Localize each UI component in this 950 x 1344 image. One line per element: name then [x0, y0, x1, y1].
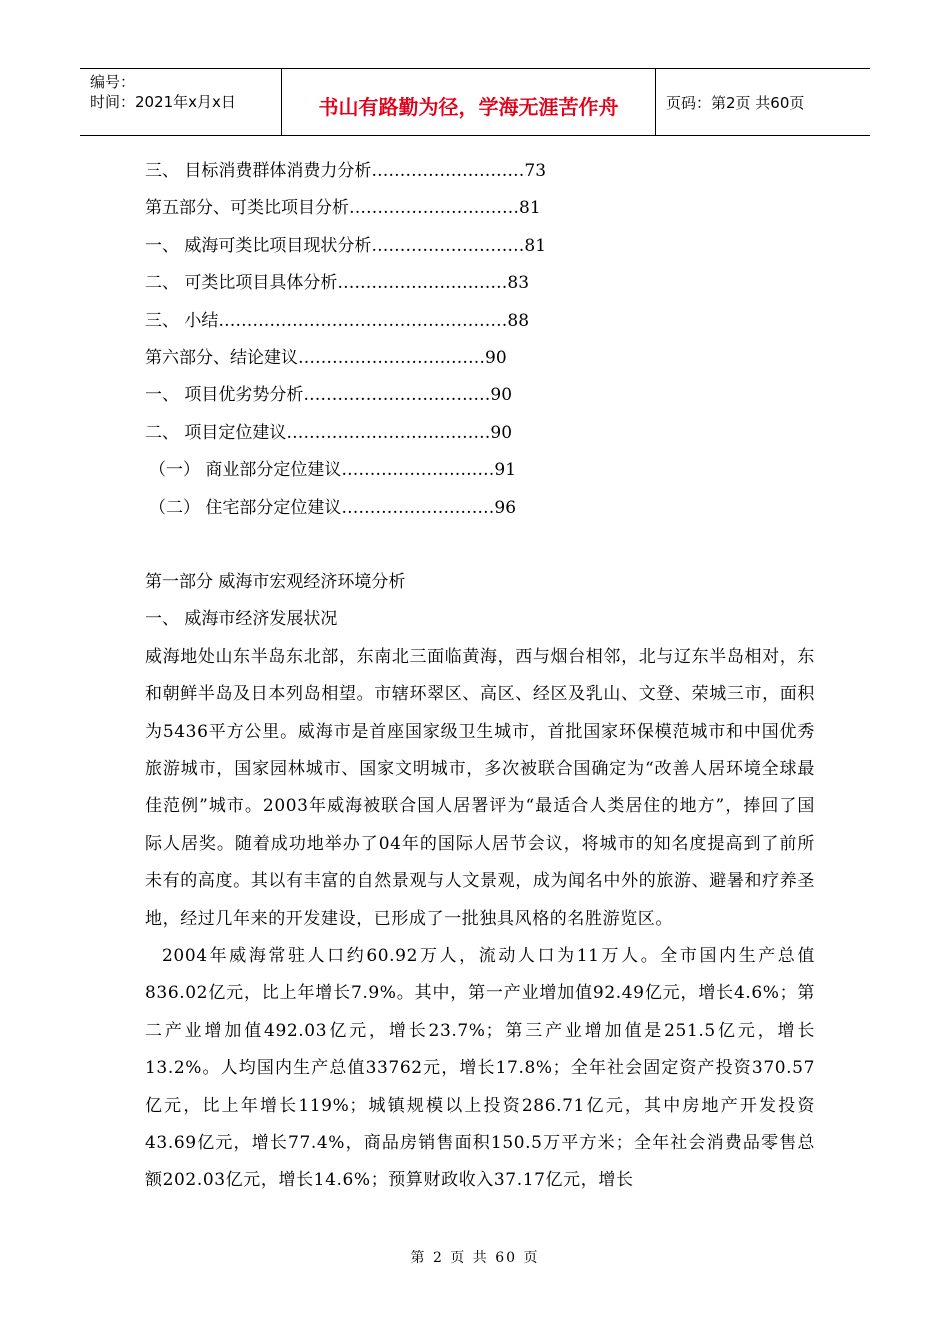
document-header — [80, 68, 870, 136]
toc-entry: （二） 住宅部分定位建议………………………96 — [149, 497, 517, 518]
part-title: 第一部分 威海市宏观经济环境分析 — [145, 571, 406, 592]
date-label: 时间：2021年x月x日 — [90, 93, 236, 111]
toc-entry: 三、 目标消费群体消费力分析………………………73 — [145, 161, 547, 181]
table-of-contents — [145, 153, 815, 527]
spacer — [145, 527, 815, 564]
subsection-title: 一、 威海市经济发展状况 — [145, 609, 338, 630]
toc-entry: 第五部分、可类比项目分析…………………………81 — [145, 198, 541, 219]
number-label: 编号： — [90, 73, 136, 91]
page-content — [145, 153, 815, 1200]
body-paragraph: 威海地处山东半岛东北部，东南北三面临黄海，西与烟台相邻，北与辽东半岛相对，东和朝鲜半岛及日本列岛相望。市辖环翠区、高区、经区及乳山、文登、荣城三市，面积为5436平方公里。威海市是首座国家级卫生城市，首批国家环保模范城市和中国优秀旅游城市，国家园林城市、国家文明城市，多次被联合国确定为“改善人居环境全球最佳范例”城市。2003年威海被联合国人居署评为“最适合人类居住的地方”，捧回了国际人居奖。随着成功地举办了04年的国际人居节会议，将城市的知名度提高到了前所未有的高度。其以有丰富的自然景观与人文景观，成为闻名中外的旅游、避暑和疗养圣地，经过几年来的开发建设，已形成了一批独具风格的名胜游览区。 — [145, 646, 815, 929]
toc-entry: 第六部分、结论建议……………………………90 — [145, 347, 507, 368]
toc-entry: 三、 小结……………………………………………88 — [145, 310, 530, 331]
body-paragraph: 2004年威海常驻人口约60.92万人，流动人口为11万人。全市国内生产总值836.02亿元，比上年增长7.9%。其中，第一产业增加值92.49亿元，增长4.6%；第二产业增加值492.03亿元，增长23.7%；第三产业增加值是251.5亿元，增长13.2%。人均国内生产总值33762元，增长17.8%；全年社会固定资产投资370.57亿元，比上年增长119%；城镇规模以上投资286.71亿元，其中房地产开发投资43.69亿元，增长77.4%，商品房销售面积150.5万平方米；全年社会消费品零售总额202.03亿元，增长14.6%；预算财政收入37.17亿元，增长 — [145, 945, 815, 1191]
header-page-info: 页码：第2页 共60页 — [666, 93, 805, 112]
toc-entry: 一、 项目优劣势分析……………………………90 — [145, 385, 513, 406]
header-meta — [80, 69, 282, 135]
header-motto: 书山有路勤为径，学海无涯苦作舟 — [282, 69, 656, 135]
toc-entry: （一） 商业部分定位建议………………………91 — [149, 460, 517, 481]
page-footer: 第 2 页 共 60 页 — [410, 1250, 540, 1266]
toc-entry: 二、 项目定位建议………………………………90 — [145, 422, 513, 443]
toc-entry: 一、 威海可类比项目现状分析………………………81 — [145, 235, 547, 256]
toc-entry: 二、 可类比项目具体分析…………………………83 — [145, 273, 530, 294]
